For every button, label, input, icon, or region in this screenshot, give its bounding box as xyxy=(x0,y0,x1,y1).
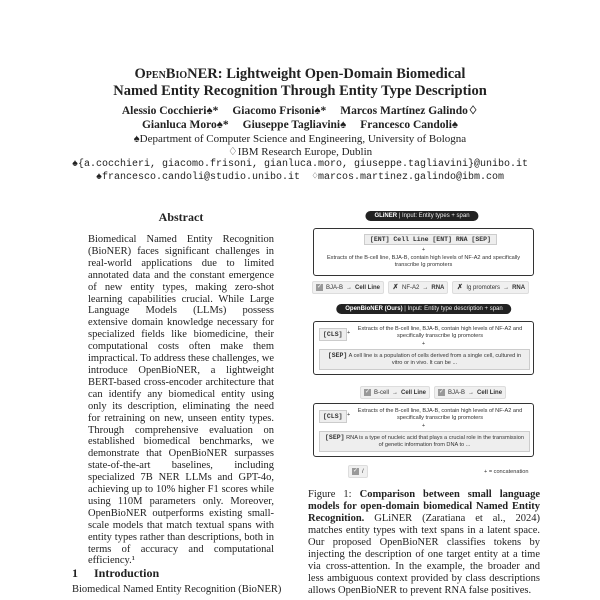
author: Giuseppe Tagliavini♠ xyxy=(242,119,347,131)
result-chip xyxy=(434,386,506,399)
section-title: Introduction xyxy=(94,566,160,580)
plus-sign: + xyxy=(347,412,351,418)
span: NF-A2 xyxy=(402,284,420,291)
author: Giacomo Frisoni♠* xyxy=(232,105,327,117)
type: Cell Line xyxy=(355,284,381,291)
caption-label: Figure 1: xyxy=(308,489,352,500)
gliner-input-box xyxy=(313,228,534,276)
arrow-icon: → xyxy=(346,284,353,291)
plus-sign: + xyxy=(421,341,426,347)
result-chip xyxy=(360,386,430,399)
openbioner-pill xyxy=(336,304,511,314)
openbioner-results-1 xyxy=(360,386,506,399)
plus-sign: + xyxy=(347,330,351,336)
plus-sign: + xyxy=(421,247,426,253)
gliner-results xyxy=(312,281,529,294)
affiliations xyxy=(0,133,600,159)
sep-token: [SEP] xyxy=(325,434,345,441)
abstract-text: Biomedical Named Entity Recognition (BioNER) faces significant challenges in real-world applications due to limited annotated data and the constant emergence of new entity types, making zero-shot learning capabilities crucial. While Large Language Models (LLMs) possess extensive domain knowledge necessary for specialized fields like biomedicine, their computational costs often make them impractical. To address these challenges, we introduce OpenBioNER, a lightweight BERT-based cross-encoder architecture that can identify any biomedical entity using only its description, eliminating the need for retraining on new, unseen entity types. Through comprehensive evaluation on established biomedical benchmarks, we demonstrate that OpenBioNER surpasses state-of-the-art baselines, including specialized 7B NER LLMs and GPT-4o, achieving up to 10% higher F1 scores while using 110M parameters only. Moreover, OpenBioNER outperforms existing small-scale models that match textual spans with entity types rather than descriptions, both in terms of accuracy and computational efficiency.¹ xyxy=(88,234,274,567)
arrow-icon: → xyxy=(503,284,510,291)
email-line: ♠{a.cocchieri, giacomo.frisoni, gianluca.moro, giuseppe.tagliavini}@unibo.it xyxy=(71,159,529,170)
span: B-cell xyxy=(374,389,390,396)
openbioner-input-box-rna xyxy=(313,403,534,457)
empty-result: / xyxy=(362,468,364,475)
emails xyxy=(0,158,600,184)
title-line2: Named Entity Recognition Through Entity Type Description xyxy=(113,83,487,99)
pill-title: OpenBioNER (Ours) xyxy=(345,306,403,312)
cls-token: [CLS] xyxy=(319,328,347,341)
pill-title: GLiNER xyxy=(374,213,398,219)
result-chip xyxy=(312,281,384,294)
affiliation: ♢IBM Research Europe, Dublin xyxy=(227,146,373,158)
result-chip xyxy=(348,465,368,478)
caption-text: GLiNER (Zaratiana et al., 2024) matches entity types with text spans in a latent space. Our proposed OpenBioNER classifies tokens by injecting the description of one target entity at a time via cross-attention. In the example, the broader and less ambiguous context provided by class descriptions allows OpenBioNER to prevent RNA false positives. xyxy=(308,513,540,596)
span: BJA-B xyxy=(448,389,466,396)
span: Ig promoters xyxy=(466,284,501,291)
gliner-pill xyxy=(365,211,478,221)
description-text: RNA is a type of nucleic acid that plays a crucial role in the transmission of genetic information from DNA to ... xyxy=(346,435,524,448)
type: RNA xyxy=(512,284,526,291)
type: RNA xyxy=(431,284,445,291)
input-sentence: Extracts of the B-cell line, BJA-B, contain high levels of NF-A2 and specifically transcribe Ig promoters xyxy=(326,255,521,268)
arrow-icon: → xyxy=(392,389,399,396)
sep-token: [SEP] xyxy=(327,352,348,359)
openbioner-results-2 xyxy=(348,465,368,478)
arrow-icon: → xyxy=(468,389,475,396)
paper-title xyxy=(0,66,600,100)
author: Marcos Martínez Galindo♢ xyxy=(340,105,479,117)
type: Cell Line xyxy=(477,389,503,396)
plus-sign: + xyxy=(421,423,426,429)
cross-icon: ✗ xyxy=(456,284,463,291)
pill-input: | Input: Entity types + span xyxy=(398,213,470,219)
result-chip xyxy=(452,281,529,294)
description-cell-line xyxy=(319,349,530,370)
intro-text: Biomedical Named Entity Recognition (BioNER) xyxy=(72,584,282,595)
arrow-icon: → xyxy=(422,284,429,291)
author-list xyxy=(0,104,600,132)
email-line: ♠francesco.candoli@studio.unibo.it ♢marcos.martinez.galindo@ibm.com xyxy=(95,172,505,183)
description-text: A cell line is a population of cells derived from a single cell, cultured in vitro or in vivo. It can be ... xyxy=(348,353,522,366)
check-icon: ✓ xyxy=(316,284,323,290)
abstract-heading: Abstract xyxy=(158,210,204,224)
check-icon: ✓ xyxy=(439,389,445,395)
span: BJA-B xyxy=(326,284,344,291)
author: Francesco Candoli♠ xyxy=(360,119,459,131)
gliner-token-seq: [ENT] Cell Line [ENT] RNA [SEP] xyxy=(364,234,497,245)
cls-token: [CLS] xyxy=(319,410,347,423)
author: Gianluca Moro♠* xyxy=(141,119,229,131)
input-sentence: Extracts of the B-cell line, BJA-B, contain high levels of NF-A2 and specifically transcribe Ig promoters xyxy=(357,326,523,339)
title-line1: : Lightweight Open-Domain Biomedical xyxy=(217,66,466,82)
author: Alessio Cocchieri♠* xyxy=(121,105,219,117)
type: Cell Line xyxy=(401,389,427,396)
title-model-name: OpenBioNER xyxy=(134,66,218,82)
check-icon: ✓ xyxy=(352,468,359,474)
section-heading xyxy=(72,566,159,581)
description-rna xyxy=(319,431,530,452)
figure-legend: + = concatenation xyxy=(484,469,529,475)
caption-bold: Comparison between small language models for open-domain biomedical Named Entity Recognition. xyxy=(308,489,540,524)
figure-caption xyxy=(308,489,540,597)
affiliation: ♠Department of Computer Science and Engineering, University of Bologna xyxy=(133,133,467,145)
check-icon: ✓ xyxy=(364,389,371,395)
section-number: 1 xyxy=(72,566,78,580)
input-sentence: Extracts of the B-cell line, BJA-B, contain high levels of NF-A2 and specifically transcribe Ig promoters xyxy=(357,408,523,421)
cross-icon: ✗ xyxy=(392,284,399,291)
pill-input: | Input: Entity type description + span xyxy=(404,306,503,312)
result-chip xyxy=(388,281,448,294)
openbioner-input-box-cell-line xyxy=(313,321,534,375)
